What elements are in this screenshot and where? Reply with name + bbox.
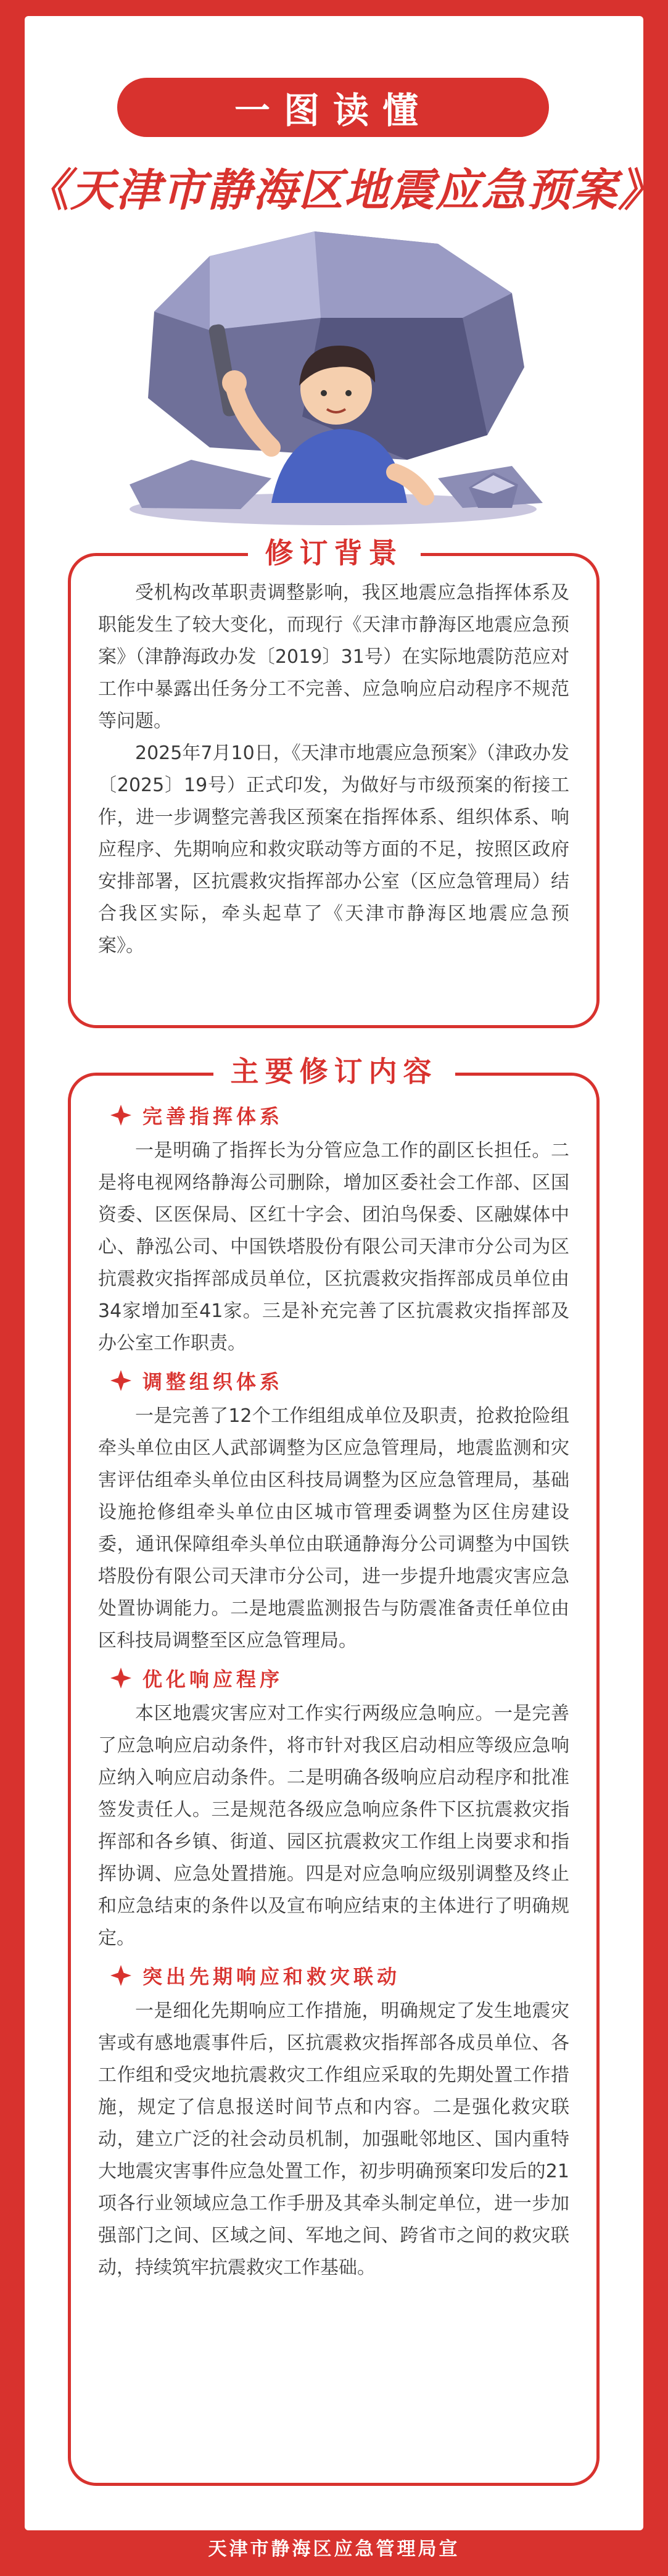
subsection-heading [98, 1098, 569, 1132]
subsection-heading [98, 1363, 569, 1398]
four-point-star-icon [110, 1370, 131, 1391]
background-box [68, 553, 600, 1028]
subsection-title: 突出先期响应和救灾联动 [142, 1965, 401, 1988]
four-point-star-icon [110, 1965, 131, 1986]
subsection-text: 一是细化先期响应工作措施，明确规定了发生地震灾害或有感地震事件后，区抗震救灾指挥部各成员单位、各工作组和受灾地抗震救灾工作组应采取的先期处置工作措施，规定了信息报送时间节点和内容。二是强化救灾联动，建立广泛的社会动员机制，加强毗邻地区、国内重特大地震灾害事件应急处置工作，初步明确预案印发后的21项各行业领域应急工作手册及其牵头制定单位，进一步加强部门之间、区域之间、军地之间、跨省市之间的救灾联动，持续筑牢抗震救灾工作基础。 [98, 2000, 569, 2279]
background-paragraph-1: 受机构改革职责调整影响，我区地震应急指挥体系及职能发生了较大变化，而现行《天津市静海区地震应急预案》（津静海政办发〔2019〕31号）在实际地震防范应对工作中暴露出任务分工不完善、应急响应启动程序不规范等问题。 [98, 582, 569, 732]
subsection-heading [98, 1661, 569, 1695]
main-box [68, 1073, 600, 2486]
banner-text: 一图读懂 [234, 89, 432, 131]
subsection-heading [98, 1958, 569, 1993]
four-point-star-icon [110, 1105, 131, 1126]
subsection-title: 调整组织体系 [142, 1370, 284, 1394]
page-title: 《天津市静海区地震应急预案》 [25, 164, 664, 216]
header-banner [117, 78, 549, 137]
subsection-title: 优化响应程序 [142, 1668, 284, 1691]
subsection-text: 本区地震灾害应对工作实行两级应急响应。一是完善了应急响应启动条件，将市针对我区启动相应等级应急响应纳入响应启动条件。二是明确各级响应启动程序和批准签发责任人。三是规范各级应急响应条件下区抗震救灾指挥部和各乡镇、街道、园区抗震救灾工作组上岗要求和指挥协调、应急处置措施。四是对应急响应级别调整及终止和应急结束的条件以及宣布响应结束的主体进行了明确规定。 [98, 1703, 569, 1949]
section-title-main: 主要修订内容 [25, 1049, 643, 1090]
subsection-title: 完善指挥体系 [142, 1105, 284, 1128]
footer-credit: 天津市静海区应急管理局宣 [208, 2538, 460, 2560]
earthquake-illustration [117, 213, 549, 534]
section-title-background: 修订背景 [25, 531, 643, 571]
four-point-star-icon [110, 1668, 131, 1689]
subsection-text: 一是明确了指挥长为分管应急工作的副区长担任。二是将电视网络静海公司删除，增加区委社会工作部、区国资委、区医保局、区红十字会、团泊鸟保委、区融媒体中心、静泓公司、中国铁塔股份有限公司天津市分公司为区抗震救灾指挥部成员单位，区抗震救灾指挥部成员单位由34家增加至41家。三是补充完善了区抗震救灾指挥部及办公室工作职责。 [98, 1140, 569, 1354]
background-paragraph-2: 2025年7月10日，《天津市地震应急预案》（津政办发〔2025〕19号）正式印发，为做好与市级预案的衔接工作，进一步调整完善我区预案在指挥体系、组织体系、响应程序、先期响应和救灾联动等方面的不足，按照区政府安排部署，区抗震救灾指挥部办公室（区应急管理局）结合我区实际，牵头起草了《天津市静海区地震应急预案》。 [98, 742, 569, 957]
subsection-text: 一是完善了12个工作组组成单位及职责，抢救抢险组牵头单位由区人武部调整为区应急管理局，地震监测和灾害评估组牵头单位由区科技局调整为区应急管理局，基础设施抢修组牵头单位由区城市管理委调整为区住房建设委，通讯保障组牵头单位由联通静海分公司调整为中国铁塔股份有限公司天津市分公司，进一步提升地震灾害应急处置协调能力。二是地震监测报告与防震准备责任单位由区科技局调整至区应急管理局。 [98, 1405, 569, 1652]
